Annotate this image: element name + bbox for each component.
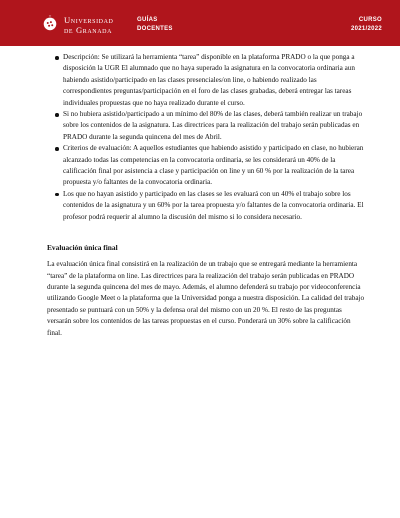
section-title: Evaluación única final xyxy=(47,243,118,253)
curso-label xyxy=(351,16,382,34)
page-header xyxy=(0,0,400,46)
university-logo-text xyxy=(64,15,113,35)
bullet-item: Criterios de evaluación: A aquellos estudiantes que habiendo asistido y participado en clase, no hubieran alcanzado todas las competencias en la convocatoria ordinaria, se les considerará un 40% de la calificación final por asistencia a clase y participación on line y un 60 % por la realización de la tarea propuesta y/o faltantes de la convocatoria ordinaria. xyxy=(63,143,365,189)
guias-line-1: GUÍAS xyxy=(137,17,158,23)
logo-line-1: Universidad xyxy=(64,15,114,25)
logo-line-2: de Granada xyxy=(64,25,113,35)
section-paragraph: La evaluación única final consistirá en la realización de un trabajo que se entregará mediante la herramienta “tarea” de la plataforma on line. Las directrices para la realización del trabajo serán publicadas en PRADO durante la segunda quincena del mes de mayo. Además, el alumno defenderá su trabajo por videoconferencia utilizando Google Meet o la plataforma que la Universidad ponga a nuestra disposición. La calidad del trabajo presentado se puntuará con un 50% y la defensa oral del mismo con un 20 %. El resto de las preguntas versarán sobre los contenidos de las tareas propuestas en el curso. Ponderará un 30% sobre la calificación final. xyxy=(47,260,365,337)
curso-title: CURSO xyxy=(358,17,382,23)
bullet-item: Los que no hayan asistido y participado en las clases se les evaluará con un 40% el trabajo sobre los contenidos de la asignatura y un 60% por la tarea propuesta y/o faltantes de la convocatoria ordinaria. El profesor podrá requerir al alumno la discusión del mismo si lo considera necesario. xyxy=(63,189,365,223)
bullet-item: Descripción: Se utilizará la herramienta “tarea” disponible en la plataforma PRADO o la que ponga a disposición la UGR El alumnado que no haya superado la asignatura en la convocatoria ordinaria aun habiendo asistido/participado en las clases presenciales/on line, o habiendo realizado las correspondientes preguntas/participación en el foro de las clases grabadas, deberá entregar las tareas individuales propuestas que no haya realizado durante el curso. xyxy=(63,52,365,109)
curso-value: 2021/2022 xyxy=(350,26,382,32)
evaluation-bullet-list xyxy=(47,52,365,223)
guias-docentes-label xyxy=(137,16,173,34)
bullet-item: Si no hubiera asistido/participado a un mínimo del 80% de las clases, deberá también realizar un trabajo sobre los contenidos de la asignatura. Las directrices para la realización del trabajo serán publicadas en PRADO durante la segunda quincena del mes de Abril. xyxy=(63,109,365,143)
guias-line-2: DOCENTES xyxy=(137,26,173,32)
document-body xyxy=(47,52,365,339)
pomegranate-icon xyxy=(41,14,59,32)
